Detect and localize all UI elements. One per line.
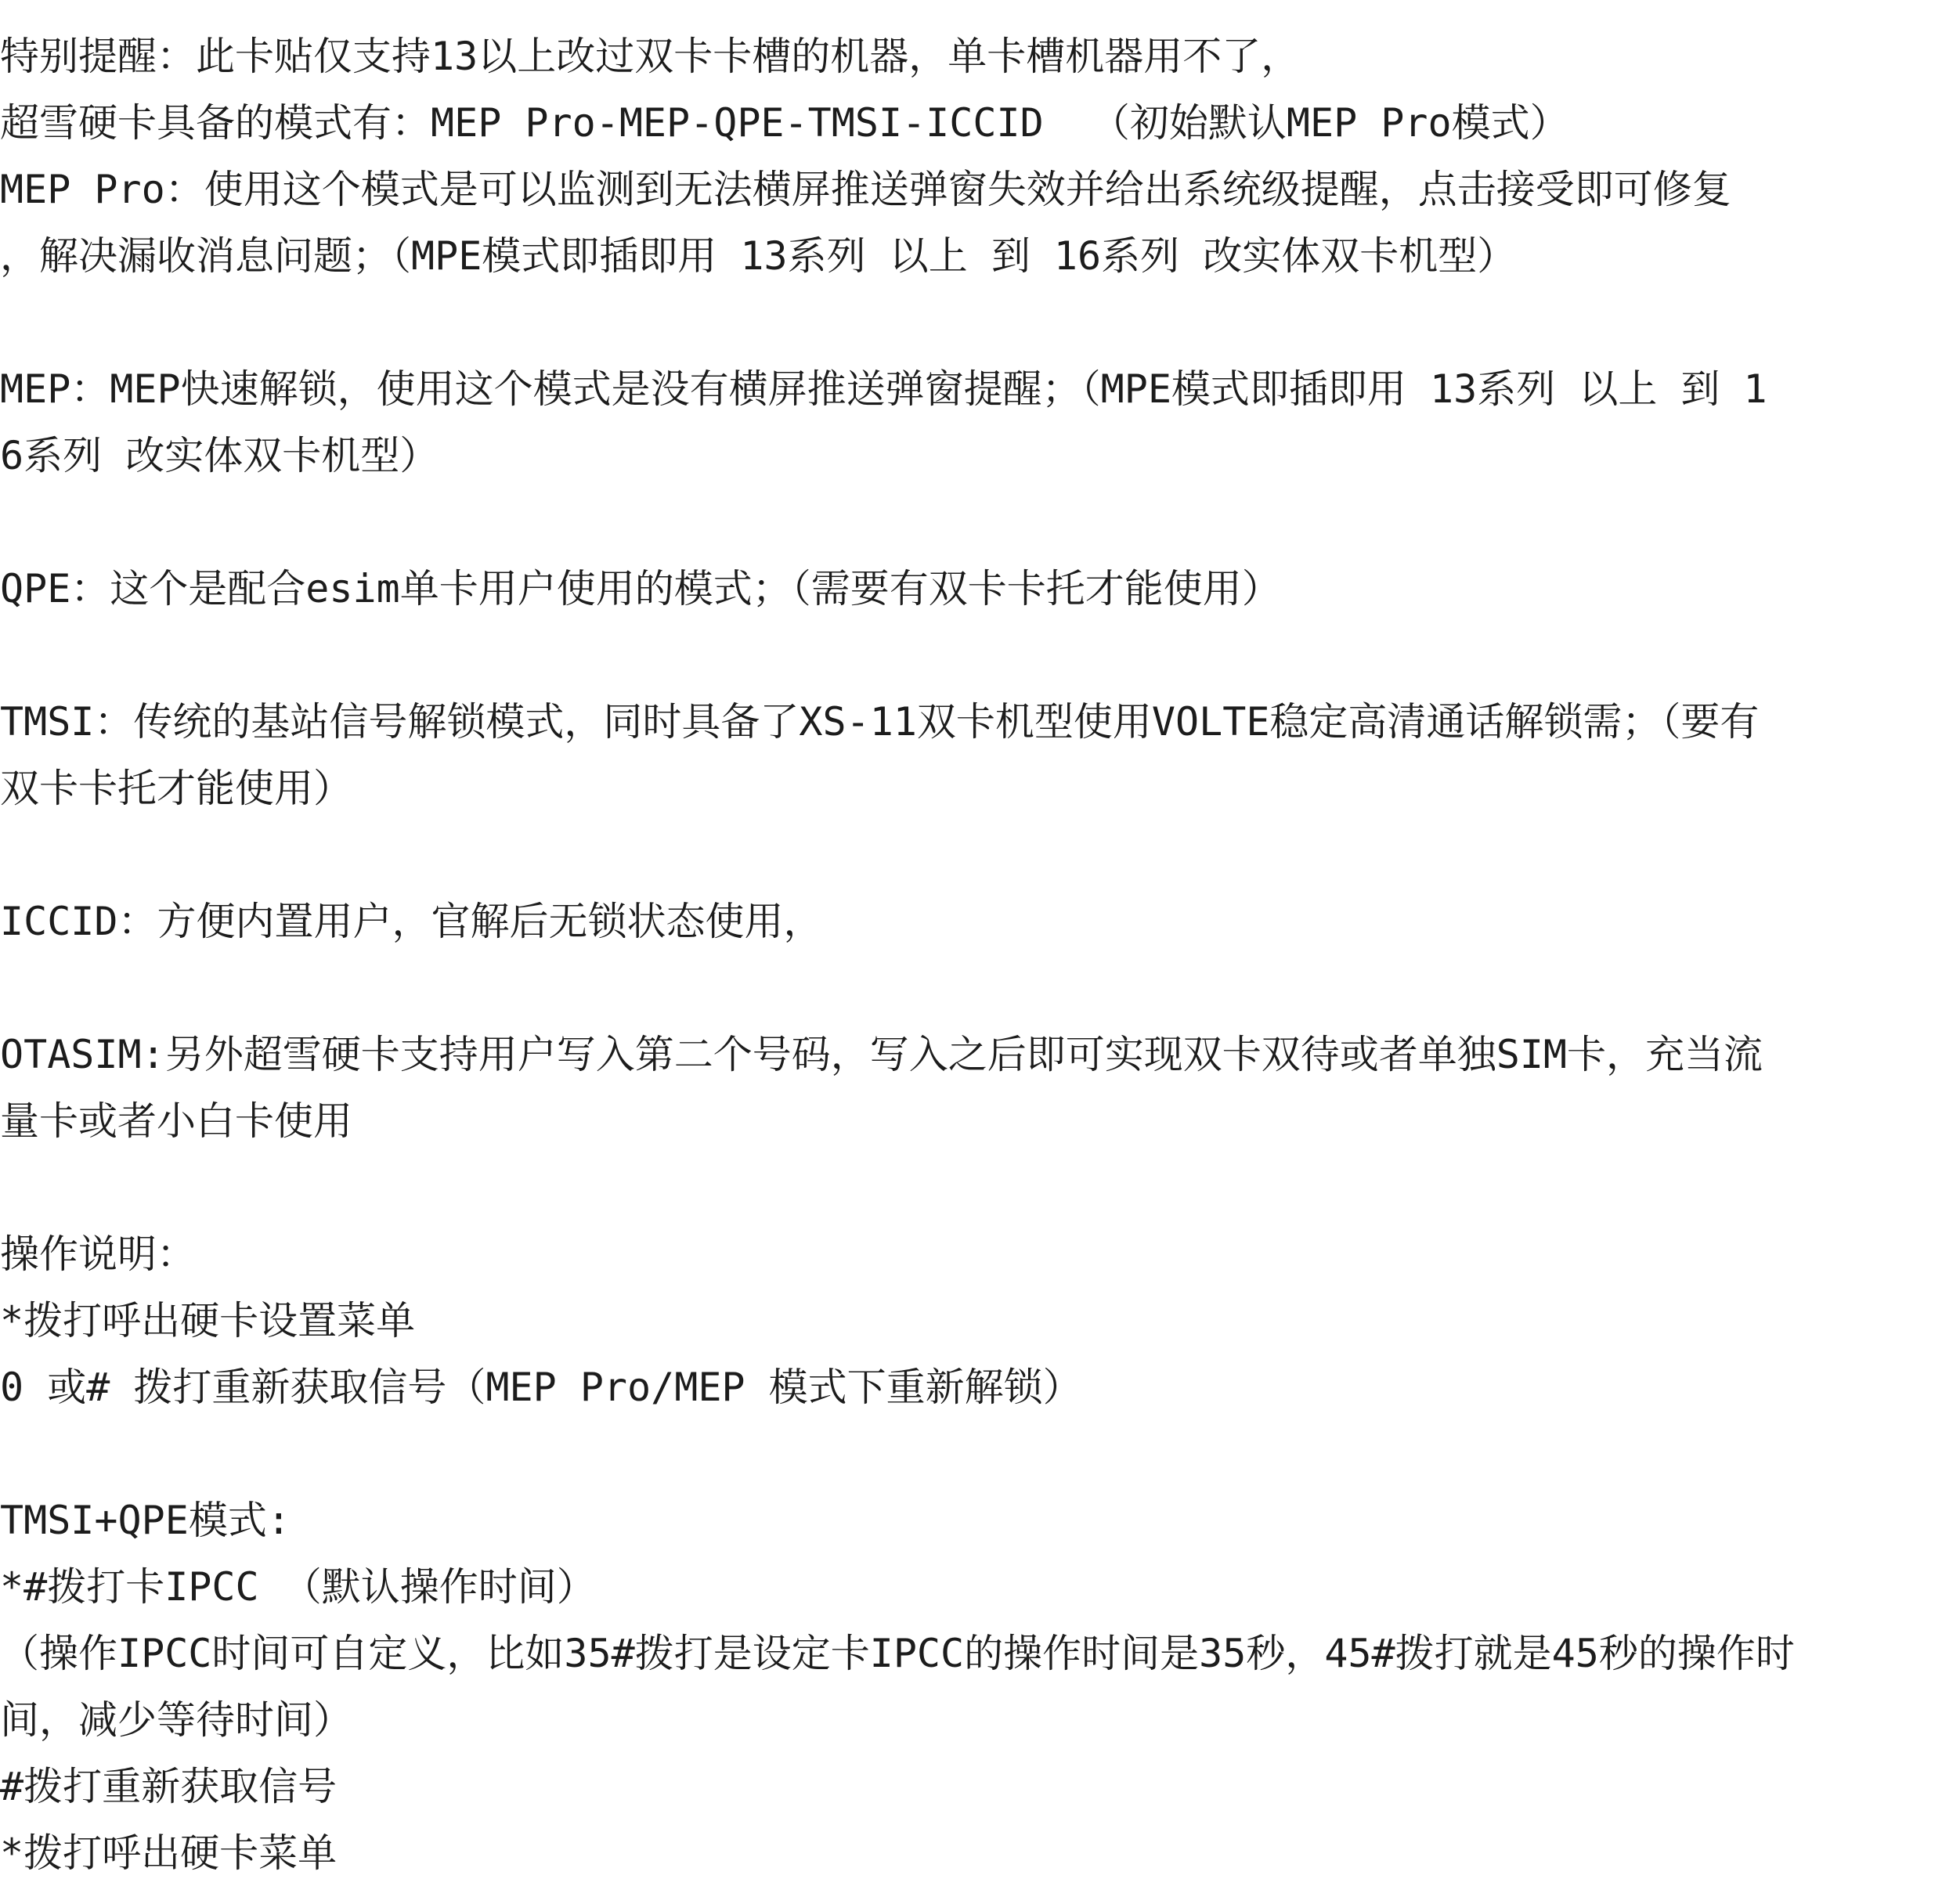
- modes-list-line: 超雪硬卡具备的模式有：MEP Pro-MEP-QPE-TMSI-ICCID （初始默认MEP Pro模式）: [0, 100, 1569, 146]
- spacer: [0, 822, 1942, 889]
- spacer: [0, 622, 1942, 689]
- otasim-desc-line-2: 量卡或者小白卡使用: [0, 1098, 352, 1144]
- tmsi-qpe-ipcc: *#拨打卡IPCC （默认操作时间）: [0, 1564, 596, 1610]
- tmsi-desc-line-1: TMSI：传统的基站信号解锁模式，同时具备了XS-11双卡机型使用VOLTE稳定高清通话解锁需；（要有: [0, 699, 1760, 745]
- otasim-desc-line-1: OTASIM:另外超雪硬卡支持用户写入第二个号码，写入之后即可实现双卡双待或者单独SIM卡，充当流: [0, 1032, 1763, 1077]
- mep-pro-desc-line-1: MEP Pro：使用这个模式是可以监测到无法横屏推送弹窗失效并给出系统级提醒，点击接受即可修复: [0, 167, 1731, 212]
- spacer: [0, 489, 1942, 556]
- instructions-heading: 操作说明：: [0, 1231, 196, 1277]
- instruction-zero-hash: 0 或# 拨打重新获取信号（MEP Pro/MEP 模式下重新解锁）: [0, 1365, 1082, 1410]
- mep-desc-line-1: MEP：MEP快速解锁，使用这个模式是没有横屏推送弹窗提醒；（MPE模式即插即用 13系列 以上 到 1: [0, 366, 1767, 412]
- instruction-star-menu: *拨打呼出硬卡设置菜单: [0, 1298, 416, 1343]
- tmsi-qpe-hash: #拨打重新获取信号: [0, 1764, 338, 1809]
- spacer: [0, 1155, 1942, 1221]
- tmsi-qpe-heading: TMSI+QPE模式:: [0, 1498, 291, 1543]
- mep-pro-desc-line-2: ，解决漏收消息问题；（MPE模式即插即用 13系列 以上 到 16系列 改实体双卡机型）: [0, 233, 1517, 279]
- document-body: [0, 23, 1942, 1887]
- qpe-desc-line: QPE：这个是配合esim单卡用户使用的模式；（需要有双卡卡托才能使用）: [0, 566, 1281, 611]
- spacer: [0, 1421, 1942, 1488]
- tmsi-qpe-ipcc-note-1: （操作IPCC时间可自定义，比如35#拨打是设定卡IPCC的操作时间是35秒，45#拨打就是45秒的操作时: [0, 1631, 1795, 1676]
- notice-line-1: 特别提醒：此卡贴仅支持13以上改过双卡卡槽的机器，单卡槽机器用不了，: [0, 34, 1301, 79]
- tmsi-qpe-ipcc-note-2: 间，减少等待时间）: [0, 1697, 352, 1743]
- mep-desc-line-2: 6系列 改实体双卡机型）: [0, 433, 439, 478]
- iccid-desc-line: ICCID：方便内置用户，官解后无锁状态使用，: [0, 899, 823, 944]
- spacer: [0, 955, 1942, 1022]
- spacer: [0, 290, 1942, 356]
- tmsi-qpe-star: *拨打呼出硬卡菜单: [0, 1830, 338, 1876]
- tmsi-desc-line-2: 双卡卡托才能使用）: [0, 766, 352, 811]
